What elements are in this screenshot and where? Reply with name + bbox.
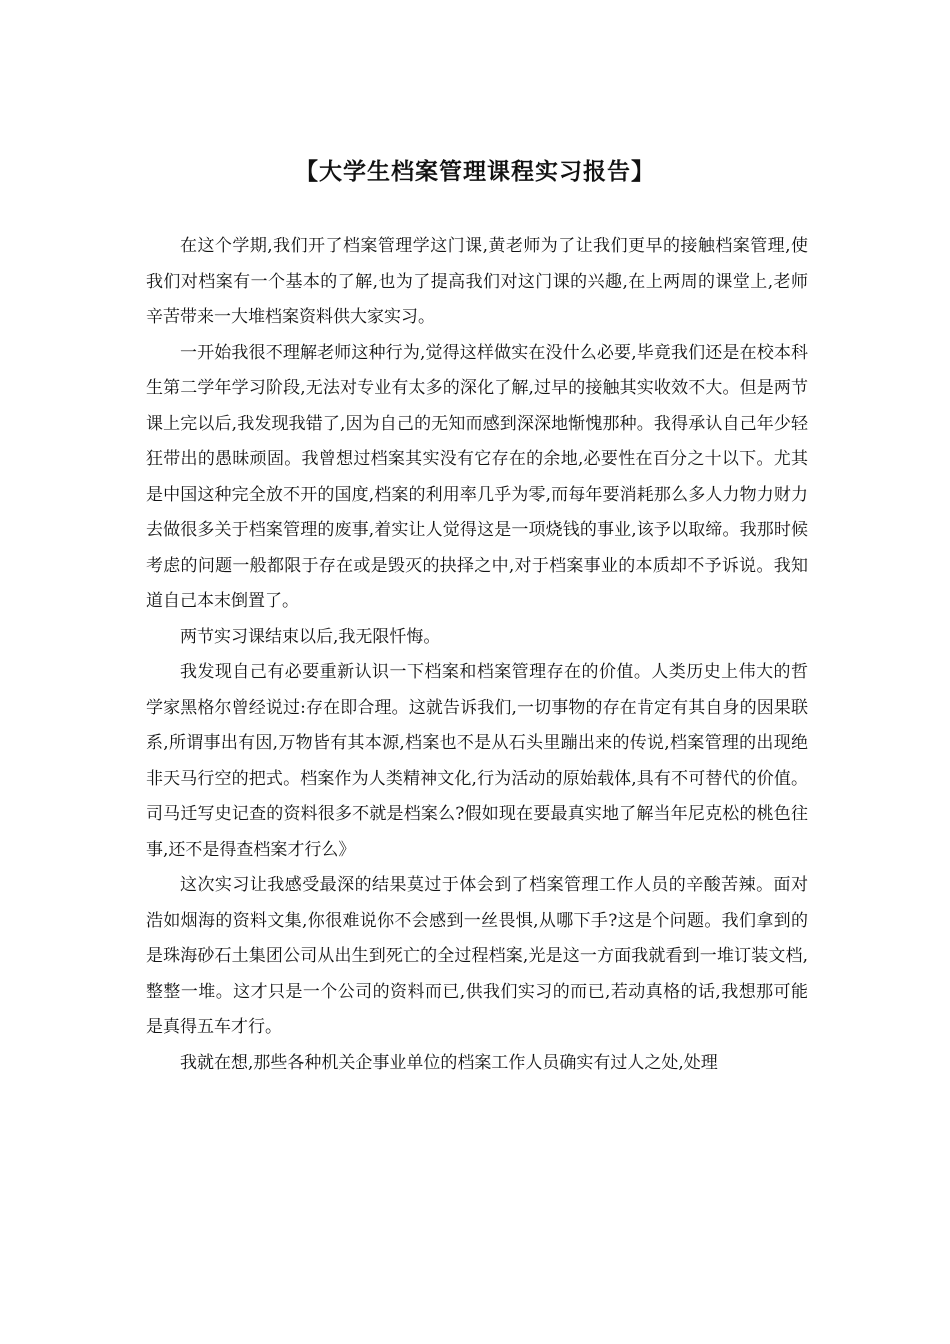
document-body (146, 229, 808, 1081)
paragraph: 在这个学期,我们开了档案管理学这门课,黄老师为了让我们更早的接触档案管理,使我们对档案有一个基本的了解,也为了提高我们对这门课的兴趣,在上两周的课堂上,老师辛苦带来一大堆档案资料供大家实习。 (146, 236, 808, 327)
document-title: 【大学生档案管理课程实习报告】 (295, 159, 655, 185)
paragraph: 我发现自己有必要重新认识一下档案和档案管理存在的价值。人类历史上伟大的哲学家黑格尔曾经说过:存在即合理。这就告诉我们,一切事物的存在肯定有其自身的因果联系,所谓事出有因,万物皆有其本源,档案也不是从石头里蹦出来的传说,档案管理的出现绝非天马行空的把式。档案作为人类精神文化,行为活动的原始载体,具有不可替代的价值。司马迁写史记查的资料很多不就是档案么?假如现在要最真实地了解当年尼克松的桃色往事,还不是得查档案才行么》 (146, 662, 808, 860)
paragraph: 一开始我很不理解老师这种行为,觉得这样做实在没什么必要,毕竟我们还是在校本科生第二学年学习阶段,无法对专业有太多的深化了解,过早的接触其实收效不大。但是两节课上完以后,我发现我错了,因为自己的无知而感到深深地惭愧那种。我得承认自己年少轻狂带出的愚昧顽固。我曾想过档案其实没有它存在的余地,必要性在百分之十以下。尤其是中国这种完全放不开的国度,档案的利用率几乎为零,而每年要消耗那么多人力物力财力去做很多关于档案管理的废事,着实让人觉得这是一项烧钱的事业,该予以取缔。我那时候考虑的问题一般都限于存在或是毁灭的抉择之中,对于档案事业的本质却不予诉说。我知道自己本末倒置了。 (146, 342, 808, 611)
paragraph: 两节实习课结束以后,我无限忏悔。 (180, 626, 441, 647)
paragraph: 这次实习让我感受最深的结果莫过于体会到了档案管理工作人员的辛酸苦辣。面对浩如烟海的资料文集,你很难说你不会感到一丝畏惧,从哪下手?这是个问题。我们拿到的是珠海砂石土集团公司从出生到死亡的全过程档案,光是这一方面我就看到一堆订装文档,整整一堆。这才只是一个公司的资料而已,供我们实习的而已,若动真格的话,我想那可能是真得五车才行。 (146, 875, 808, 1037)
paragraph: 我就在想,那些各种机关企事业单位的档案工作人员确实有过人之处,处理 (180, 1052, 718, 1073)
